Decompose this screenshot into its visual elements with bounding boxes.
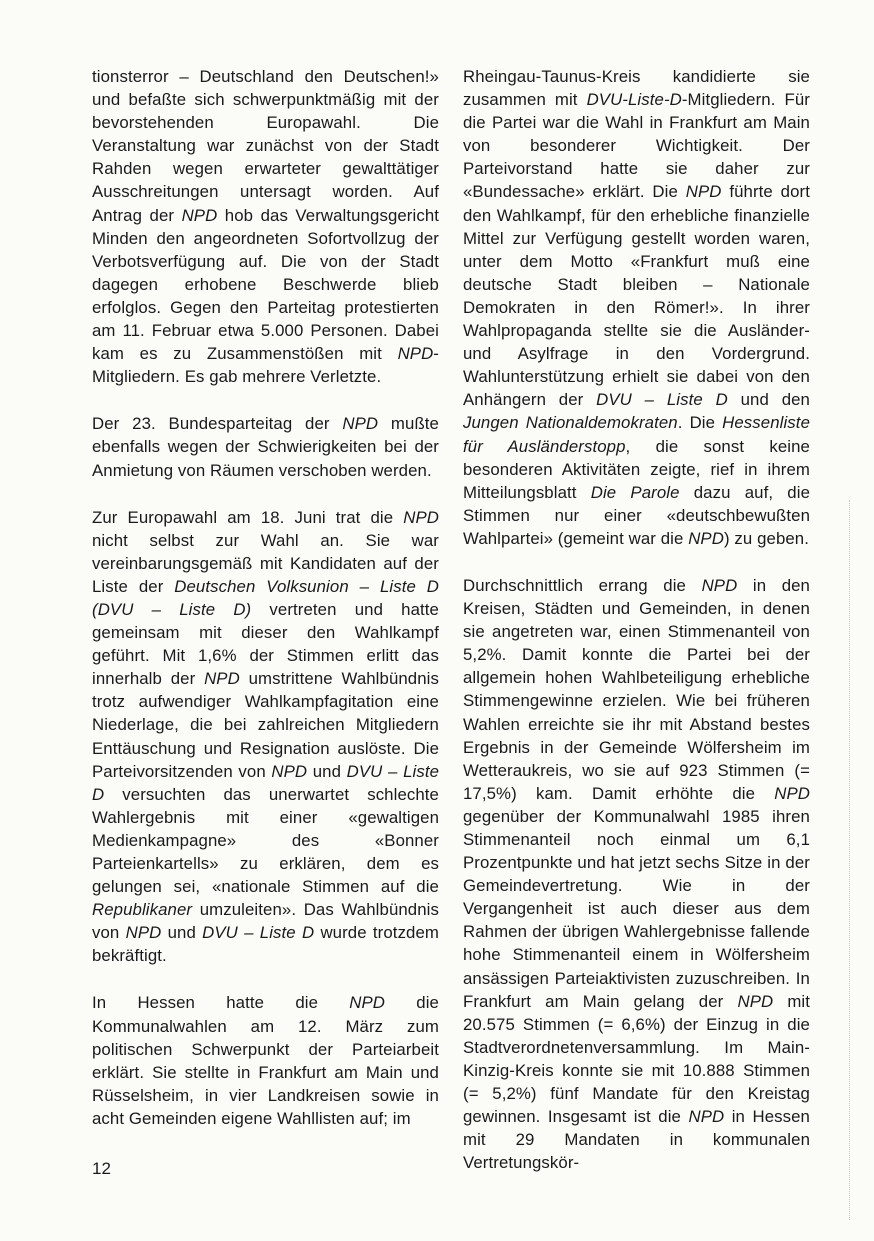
text-segment: wurde trotzdem bekräftigt. xyxy=(92,923,439,966)
text-segment: hob das Verwaltungsgericht Minden den angeordneten Sofortvollzug der Verbotsverfügung auf. Die von der Stadt dagegen erhobene Beschwerde blieb erfolglos. Gegen den Parteitag protestierten am 11. Februar etwa 5.000 Personen. Dabei kam es zu Zusammenstößen mit xyxy=(92,205,440,364)
text-segment: -Mitgliedern. Für die Partei war die Wahl in Frankfurt am Main von besonderer Wichtigkeit. Der Parteivorstand hatte sie daher zur «Bundessache» erklärt. Die xyxy=(463,90,810,202)
paragraph xyxy=(92,412,439,481)
paragraph xyxy=(92,506,439,968)
italic-term: NPD xyxy=(688,528,724,548)
italic-term: NPD xyxy=(397,344,434,364)
italic-term: NPD xyxy=(688,1107,725,1127)
text-segment: versuchten das unerwartet schlechte Wahlergebnis mit einer «gewaltigen Medienkampagne» des «Bonner Parteienkartells» zu erklären, dem es gelungen sei, «nationale Stimmen auf die xyxy=(92,784,439,897)
paragraph xyxy=(463,574,810,1174)
italic-term: NPD xyxy=(125,923,162,943)
right-column xyxy=(463,65,810,1198)
text-segment: in den Kreisen, Städten und Gemeinden, in denen sie angetreten war, einen Stimmenanteil von 5,2%. Damit konnte die Partei bei der allgemein hohen Wahlbeteiligung erhebliche Stimmengewinne erzielen. Wie bei früheren Wahlen erreichte sie ihr mit Abstand bestes Ergebnis in der Gemeinde Wölfersheim im Wetteraukreis, wo sie auf 923 Stimmen (= 17,5%) kam. Damit erhöhte die xyxy=(463,575,810,803)
text-segment: die Kommunalwahlen am 12. März zum politischen Schwerpunkt der Parteiarbeit erklärt. Sie stellte in Frankfurt am Main und Rüsselsheim, in vier Landkreisen sowie in acht Gemeinden eigene Wahllisten auf; im xyxy=(92,993,439,1128)
text-segment: Zur Europawahl am 18. Juni trat die xyxy=(92,507,404,527)
italic-term: DVU – Liste D xyxy=(596,390,728,410)
text-segment: Durchschnittlich errang die xyxy=(463,575,702,595)
text-segment: vertreten und hatte gemeinsam mit dieser den Wahlkampf geführt. Mit 1,6% der Stimmen erlitt das innerhalb der xyxy=(92,599,439,689)
text-segment: -Mitgliedern. Es gab mehrere Verletzte. xyxy=(92,344,439,387)
text-segment: und den xyxy=(727,390,810,410)
italic-term: NPD xyxy=(701,575,738,595)
italic-term: Die Parole xyxy=(590,482,680,502)
italic-term: NPD xyxy=(181,205,218,225)
text-segment: und xyxy=(307,761,347,781)
text-segment: dazu auf, die Stimmen nur einer «deutschbewußten Wahlpartei» (gemeint war die xyxy=(463,482,810,548)
text-segment: und xyxy=(161,923,203,943)
text-segment: in Hessen mit 29 Mandaten in kommunalen Vertretungskör- xyxy=(463,1107,810,1173)
paragraph xyxy=(92,991,439,1130)
text-segment: In Hessen hatte die xyxy=(92,993,350,1013)
italic-term: DVU – Liste D xyxy=(92,761,440,804)
italic-term: Hessenliste für Ausländerstopp xyxy=(463,413,810,456)
italic-term: NPD xyxy=(349,993,386,1013)
scan-edge-mark xyxy=(848,500,850,1220)
text-segment: umzuleiten». Das Wahlbündnis von xyxy=(92,900,439,943)
text-segment: mußte ebenfalls wegen der Schwierigkeiten bei der Anmietung von Räumen verschoben werden. xyxy=(92,414,439,480)
text-segment: , die sonst keine besonderen Aktivitäten zeigte, rief in ihrem Mitteilungsblatt xyxy=(463,436,810,502)
italic-term: NPD xyxy=(685,182,722,202)
text-segment: Der 23. Bundesparteitag der xyxy=(92,414,343,434)
italic-term: NPD xyxy=(204,669,240,689)
italic-term: NPD xyxy=(403,507,439,527)
text-segment: führte dort den Wahlkampf, für den erhebliche finanzielle Mittel zur Verfügung gestellt worden waren, unter dem Motto «Frankfurt muß eine deutsche Stadt bleiben – Nationale Demokraten in den Römer!». In ihrer Wahlpropaganda stellte sie die Ausländer- und Asylfrage in den Vordergrund. Wahlunterstützung erhielt sie dabei von den Anhängern der xyxy=(463,182,810,410)
italic-term: NPD xyxy=(271,761,308,781)
italic-term: Deutschen Volksunion – Liste D (DVU – Liste D) xyxy=(92,576,439,619)
text-segment: ) zu geben. xyxy=(723,528,810,548)
paragraph xyxy=(463,65,810,550)
text-segment: Rheingau-Taunus-Kreis kandidierte sie zusammen mit xyxy=(463,67,810,110)
text-segment: nicht selbst zur Wahl an. Sie war vereinbarungsgemäß mit Kandidaten auf der Liste der xyxy=(92,530,439,596)
text-segment: mit 20.575 Stimmen (= 6,6%) der Einzug in die Stadtverordnetenversammlung. Im Main-Kinzig-Kreis konnte sie mit 10.888 Stimmen (= 5,2%) fünf Mandate für den Kreistag gewinnen. Insgesamt ist die xyxy=(463,991,810,1127)
italic-term: Republikaner xyxy=(92,900,193,920)
text-segment: . Die xyxy=(677,413,723,433)
text-segment: umstrittene Wahlbündnis trotz aufwendiger Wahlkampfagitation eine Niederlage, die bei zahlreichen Mitgliedern Enttäuschung und Resignation auslöste. Die Parteivorsitzenden von xyxy=(92,669,439,781)
paragraph xyxy=(92,65,439,388)
italic-term: NPD xyxy=(737,991,774,1011)
italic-term: DVU – Liste D xyxy=(202,923,315,943)
text-segment: gegenüber der Kommunalwahl 1985 ihren Stimmenanteil noch einmal um 6,1 Prozentpunkte und hat jetzt sechs Sitze in der Gemeindevertretung. Wie in der Vergangenheit ist auch dieser aus dem Rahmen der übrigen Wahlergebnisse fallende hohe Stimmenanteil einem in Wölfersheim ansässigen Parteiaktivisten zuzuschreiben. In Frankfurt am Main gelang der xyxy=(463,806,810,1011)
page-number: 12 xyxy=(92,1159,111,1178)
text-segment: tionsterror – Deutschland den Deutschen!» und befaßte sich schwerpunktmäßig mit der bevorstehenden Europawahl. Die Veranstaltung war zunächst von der Stadt Rahden wegen erwarteter gewalttätiger Ausschreitungen untersagt worden. Auf Antrag der xyxy=(92,67,439,225)
italic-term: DVU-Liste-D xyxy=(586,90,682,110)
italic-term: Jungen Nationaldemokraten xyxy=(463,413,678,433)
italic-term: NPD xyxy=(342,414,379,434)
left-column xyxy=(92,65,439,1154)
italic-term: NPD xyxy=(774,783,810,803)
